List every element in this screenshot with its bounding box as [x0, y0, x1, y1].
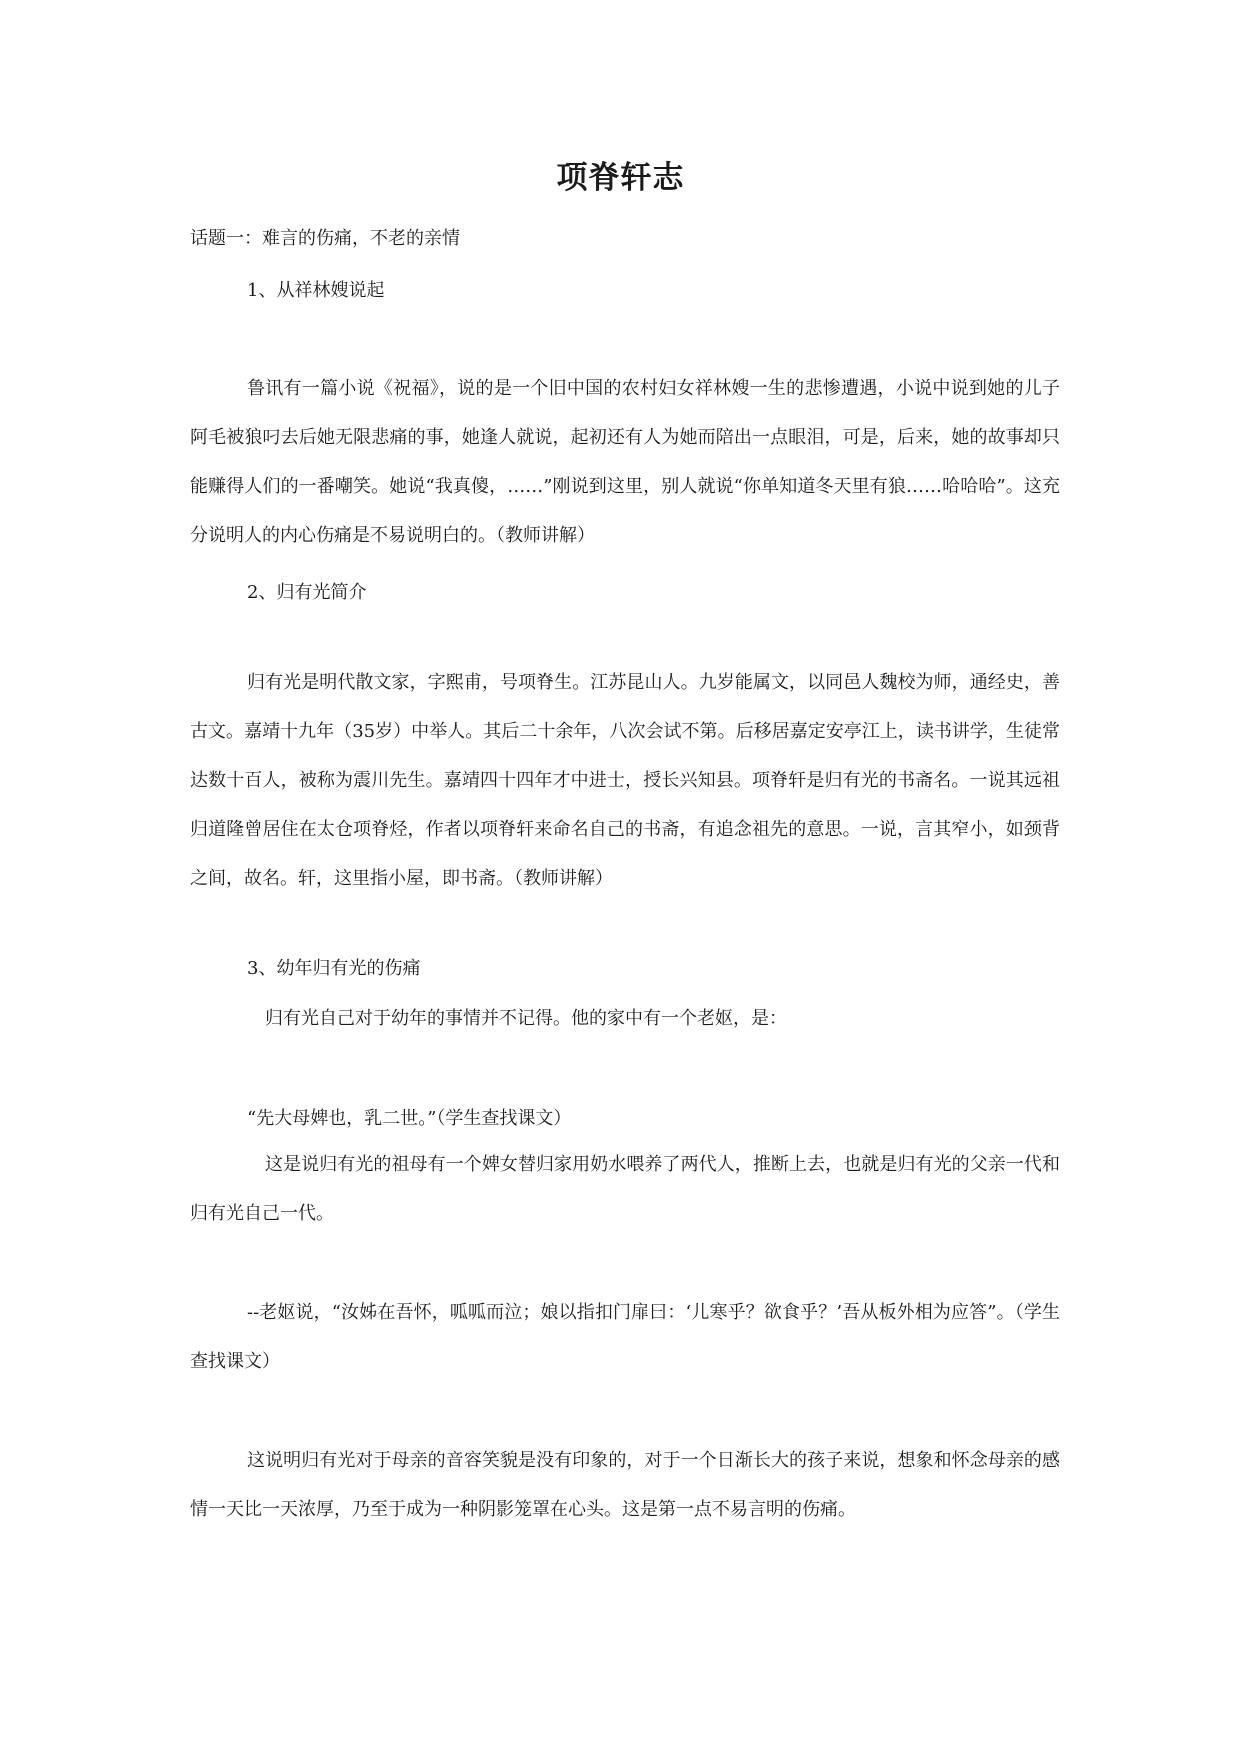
document-title: 项脊轩志 [556, 160, 685, 196]
section-2-heading: 2、归有光简介 [247, 582, 367, 603]
topic-heading: 话题一：难言的伤痛，不老的亲情 [190, 228, 460, 249]
quote-old-woman: --老妪说，“汝姊在吾怀，呱呱而泣；娘以指扣门扉曰：‘儿寒乎？欲食乎？’吾从板外相为应答”。（学生查找课文） [190, 1302, 1060, 1372]
section-3-intro-line: 归有光自己对于幼年的事情并不记得。他的家中有一个老妪，是： [265, 1008, 787, 1029]
section-2-paragraph: 归有光是明代散文家，字熙甫，号项脊生。江苏昆山人。九岁能属文，以同邑人魏校为师，通经史，善古文。嘉靖十九年（35岁）中举人。其后二十余年，八次会试不第。后移居嘉定安亭江上，读书讲学，生徒常达数十百人，被称为震川先生。嘉靖四十四年才中进士，授长兴知县。项脊轩是归有光的书斋名。一说其远祖归道隆曾居住在太仓项脊烃，作者以项脊轩来命名自己的书斋，有追念祖先的意思。一说，言其窄小，如颈背之间，故名。轩，这里指小屋，即书斋。（教师讲解） [190, 672, 1060, 889]
section-3-explanation: 这是说归有光的祖母有一个婢女替归家用奶水喂养了两代人，推断上去，也就是归有光的父亲一代和归有光自己一代。 [190, 1154, 1060, 1224]
section-3-heading: 3、幼年归有光的伤痛 [247, 958, 421, 979]
quote-nursemaid: “先大母婢也，乳二世。”（学生查找课文） [247, 1108, 572, 1129]
section-1-heading: 1、从祥林嫂说起 [247, 280, 385, 301]
section-3-conclusion: 这说明归有光对于母亲的音容笑貌是没有印象的，对于一个日渐长大的孩子来说，想象和怀念母亲的感情一天比一天浓厚，乃至于成为一种阴影笼罩在心头。这是第一点不易言明的伤痛。 [190, 1450, 1060, 1520]
section-1-paragraph: 鲁讯有一篇小说《祝福》，说的是一个旧中国的农村妇女祥林嫂一生的悲惨遭遇，小说中说到她的儿子阿毛被狼叼去后她无限悲痛的事，她逢人就说，起初还有人为她而陪出一点眼泪，可是，后来，她的故事却只能赚得人们的一番嘲笑。她说“我真傻，……”刚说到这里，别人就说“你单知道冬天里有狼……哈哈哈”。这充分说明人的内心伤痛是不易说明白的。（教师讲解） [190, 378, 1060, 546]
